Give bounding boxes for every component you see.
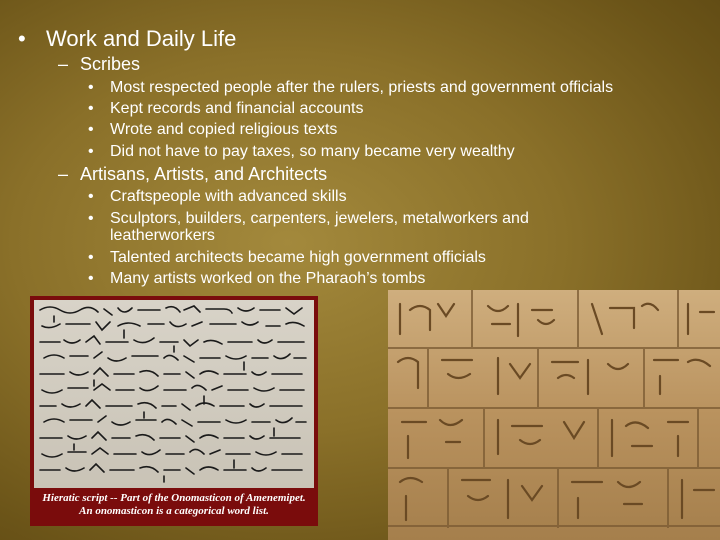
section-scribes-title xyxy=(58,54,140,75)
list-item-text: Craftspeople with advanced skills xyxy=(110,188,347,205)
caption-line: Hieratic script -- Part of the Onomasticon of Amenemipet. xyxy=(42,492,306,504)
main-bullet xyxy=(18,26,236,52)
list-item xyxy=(88,121,337,139)
hieroglyph-wall-image xyxy=(388,290,720,540)
list-item-text: Talented architects became high government officials xyxy=(110,249,486,266)
list-item xyxy=(88,79,613,97)
bullet-icon: • xyxy=(88,188,94,205)
section-artisans-title xyxy=(58,164,327,185)
bullet-icon: • xyxy=(88,121,94,138)
list-item xyxy=(88,270,425,288)
list-item xyxy=(88,143,515,161)
main-heading: Work and Daily Life xyxy=(46,26,237,51)
list-item-text: Most respected people after the rulers, priests and government officials xyxy=(110,79,614,96)
list-item-text: Many artists worked on the Pharaoh’s tombs xyxy=(110,270,426,287)
section-title: Artisans, Artists, and Architects xyxy=(80,164,328,184)
papyrus-caption xyxy=(34,492,314,518)
list-item-text: leatherworkers xyxy=(110,227,215,244)
list-item-text: Sculptors, builders, carpenters, jewelers, metalworkers and xyxy=(110,210,529,227)
bullet-icon: • xyxy=(18,26,26,51)
bullet-icon: • xyxy=(88,143,94,160)
bullet-icon: • xyxy=(88,249,94,266)
hieratic-script-picture xyxy=(34,300,314,488)
caption-line: An onomasticon is a categorical word list. xyxy=(79,505,269,517)
list-item-continuation xyxy=(110,227,215,245)
list-item xyxy=(88,249,486,267)
dash-icon: – xyxy=(58,54,69,74)
bullet-icon: • xyxy=(88,270,94,287)
bullet-icon: • xyxy=(88,210,94,227)
bullet-icon: • xyxy=(88,100,94,117)
papyrus-image xyxy=(30,296,318,526)
bullet-icon: • xyxy=(88,79,94,96)
list-item-text: Wrote and copied religious texts xyxy=(110,121,338,138)
section-title: Scribes xyxy=(80,54,141,74)
list-item-text: Kept records and financial accounts xyxy=(110,100,364,117)
list-item xyxy=(88,188,347,206)
list-item xyxy=(88,100,363,118)
list-item xyxy=(88,210,529,228)
list-item-text: Did not have to pay taxes, so many became very wealthy xyxy=(110,143,515,160)
dash-icon: – xyxy=(58,164,69,184)
